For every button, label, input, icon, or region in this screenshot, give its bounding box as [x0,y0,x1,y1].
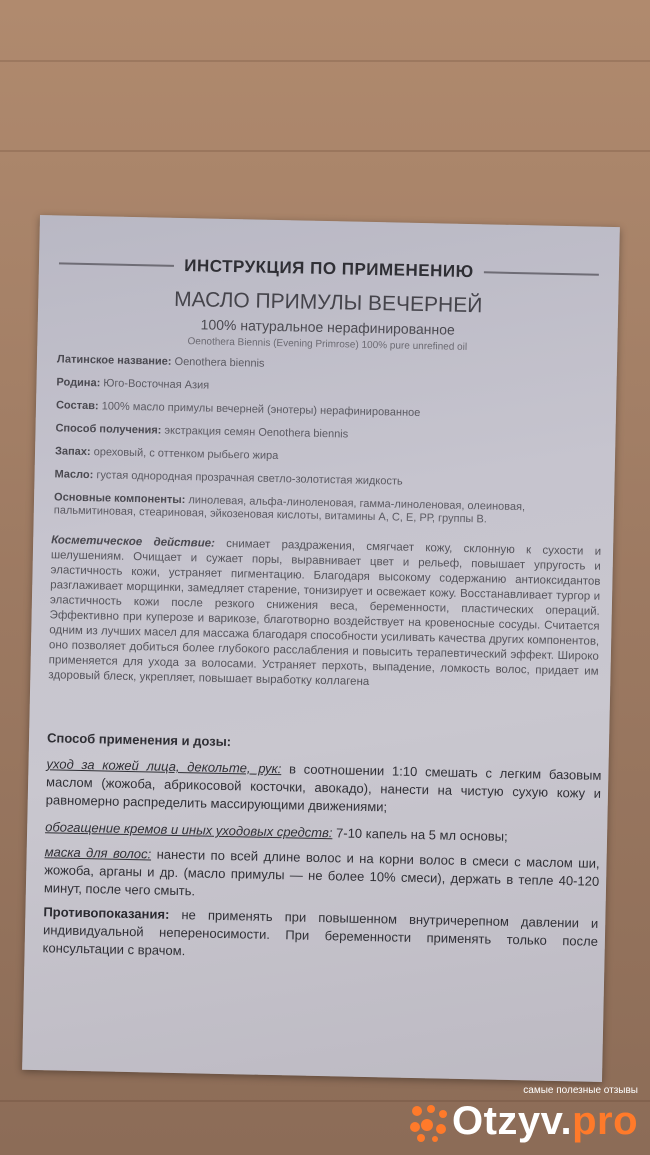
document-header: ИНСТРУКЦИЯ ПО ПРИМЕНЕНИЮ [184,256,474,282]
field-smell [55,445,600,469]
field-origin [56,376,601,400]
cosmetic-action-label: Косметическое действие: [51,534,216,550]
wood-grain [0,150,650,152]
watermark-brand [452,1099,638,1144]
field-value: 100% масло примулы вечерней (энотеры) нерафинированное [98,400,421,420]
instruction-sheet [22,215,620,1082]
field-value: Юго-Восточная Азия [100,377,210,392]
contraindications-paragraph [42,903,598,969]
field-latin-name [57,353,602,377]
field-label: Масло: [54,468,94,482]
usage-item-creams [45,818,600,848]
field-label: Состав: [55,399,99,413]
field-extraction [55,422,600,446]
watermark-logo [407,1085,642,1147]
field-value: линолевая, альфа-линоленовая, гамма-линоленовая, олеиновая, пальмитиновая, стеариновая, эйкозеновая кислоты, витамины А, С, Е, РР, группы В. [53,494,526,526]
usage-item-skin [46,755,602,821]
usage-section-title: Способ применения и дозы: [46,730,232,750]
product-subtitle-latin: Oenothera Biennis (Evening Primrose) 100% pure unrefined oil [187,336,468,353]
field-label: Латинское название: [56,353,172,368]
header-row [59,253,599,284]
header-rule-left [59,262,174,266]
product-fields [53,353,602,538]
field-composition [56,399,601,423]
usage-item-hair-mask [44,843,600,909]
field-label: Основные компоненты: [53,491,186,507]
usage-item-text: в соотношении 1:10 смешать с легким базовым маслом (жожоба, абрикосовой косточки, авокадо), нанести на чистую сухую кожу и равномерно распределить массирующими движениями; [45,761,602,815]
header-rule-right [484,271,599,275]
field-value: ореховый, с оттенком рыбьего жира [90,446,279,463]
contraindications-text: не применять при повышенном внутричерепном давлении и индивидуальной непереносимости. При беременности применять только после консультации с врачом. [42,906,599,959]
watermark-brand-suffix: pro [572,1099,638,1143]
field-components [54,491,599,528]
contraindications-label: Противопоказания: [43,904,170,922]
field-label: Родина: [56,376,101,390]
usage-item-text: нанести по всей длине волос и на корни волос в смеси с маслом ши, жожоба, арганы и др. (масло примулы — не более 10% смеси), держать в тепле 40-120 минут, после чего смыть. [43,846,600,899]
field-label: Способ получения: [55,422,162,437]
usage-item-text: 7-10 капель на 5 мл основы; [332,825,508,844]
field-label: Запах: [54,445,91,459]
watermark-brand-main: Otzyv. [451,1099,573,1143]
field-value: Oenothera biennis [171,355,265,370]
speech-bubble-icon [407,1103,451,1143]
watermark-caption: самые полезные отзывы [523,1085,638,1096]
usage-item-label: обогащение кремов и иных уходовых средств: [45,819,333,841]
usage-item-label: уход за кожей лица, декольте, рук: [46,756,282,777]
field-oil [54,468,599,492]
wood-grain [0,60,650,62]
usage-item-label: маска для волос: [44,844,152,862]
cosmetic-action-text: снимает раздражения, смягчает кожу, склонную к сухости и шелушениям. Очищает и сужает поры, выравнивает цвет и рельеф, повышает упругость и эластичность кожи, устраняет пигментацию. Благодаря высокому содержанию антиоксидантов разглаживает морщинки, замедляет старение, тонизирует и освежает кожу. Восстанавливает тургор и эластичность кожи после резкого снижения веса, беременности, пластических операций. Эффективно при куперозе и варикозе, благотворно воздействует на кровеносные сосуды. Считается одним из лучших масел для массажа благодаря способности усиливать качества других компонентов, оно позволяет добиться более глубокого расслабления и повысить терапевтический эффект. Широко применяется для ухода за волосами. Устраняет перхоть, выпадение, ломкость волос, придает им здоровый блеск, укрепляет, повышает выработку коллагена [48,537,602,688]
field-value: густая однородная прозрачная светло-золотистая жидкость [93,469,403,488]
product-subtitle: 100% натуральное нерафинированное [200,316,455,338]
cosmetic-action-paragraph [48,533,601,694]
field-value: экстракция семян Oenothera biennis [161,424,349,441]
product-name: МАСЛО ПРИМУЛЫ ВЕЧЕРНЕЙ [173,287,483,318]
